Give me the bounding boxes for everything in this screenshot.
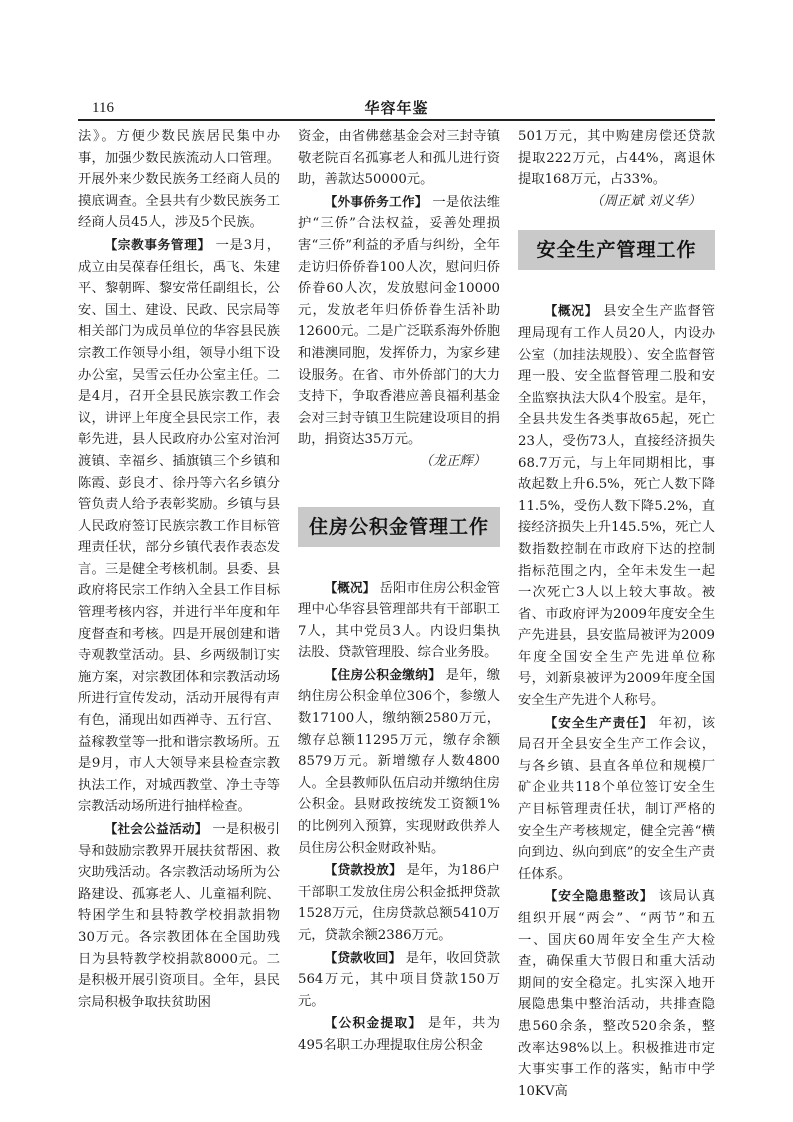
subheading: 【社会公益活动】 <box>104 821 208 836</box>
paragraph-text: 年初，该局召开全县安全生产工作会议，与各乡镇、县直各单位和规模厂矿企业共118个单位签订安全生产目标管理责任状，制订严格的安全生产考核规定，健全完善“横向到边、纵向到底”的安全生产责任体系。 <box>518 715 715 882</box>
column-1 <box>78 126 280 1013</box>
subheading: 【贷款投放】 <box>324 862 403 878</box>
subheading: 【外事侨务工作】 <box>324 193 428 209</box>
paragraph <box>518 885 715 1102</box>
paragraph-text: 是年，为186户干部职工发放住房公积金抵押贷款1528万元，住房贷款总额5410万元，贷款余额2386万元。 <box>298 863 500 943</box>
column-3 <box>518 126 715 1102</box>
paragraph <box>298 947 500 1013</box>
subheading: 【概况】 <box>324 579 376 595</box>
subheading: 【宗教事务管理】 <box>104 236 211 252</box>
paragraph-text: 岳阳市住房公积金管理中心华容县管理部共有干部职工7人，其中党员3人。内设归集执法股、贷款管理股、综合业务股。 <box>298 580 501 661</box>
paragraph: 501万元，其中购建房偿还贷款提取222万元，占44%，离退休提取168万元，占33%。 <box>518 129 715 188</box>
column-2 <box>298 126 500 1057</box>
author-signature: （龙正辉） <box>419 453 486 469</box>
paragraph-text: 县安全生产监督管理局现有工作人员20人，内设办公室（加挂法规股）、安全监督管理一股、安全监督管理二股和安全监察执法大队4个股室。是年，全县共发生各类事故65起，死亡23人，受伤73人，直接经济损失68.7万元，与上年同期相比，事故起数上升6.5%，死亡人数下降11.5%，受伤人数下降5.2%，直接经济损失上升145.5%，死亡人数指数控制在市政府下达的控制指标范围之内，全年未发生一起一次死亡3人以上较大事故。被省、市政府评为2009年度安全生产先进县，县安监局被评为2009年度全国安全生产先进单位称号，刘新泉被评为2009年度全国安全生产先进个人称号。 <box>518 304 715 709</box>
subheading: 【安全生产责任】 <box>544 714 654 730</box>
paragraph-text: 一是依法维护“三侨”合法权益，妥善处理损害“三侨”利益的矛盾与纠纷，全年走访归侨侨眷100人次，慰问归侨侨眷60人次，发放慰问金10000元，发放老年归侨侨眷生活补助12600元。二是广泛联系海外侨胞和港澳同胞，发挥侨力，为家乡建设服务。在省、市外侨部门的大力支持下，争取香港应善良福利基金会对三封寺镇卫生院建设项目的捐助，捐资达35万元。 <box>298 194 501 448</box>
paragraph <box>298 664 500 859</box>
paragraph: 法》。方便少数民族居民集中办事，加强少数民族流动人口管理。开展外来少数民族务工经商人员的摸底调查。全县共有少数民族务工经商人员45人，涉及5个民族。 <box>78 129 280 231</box>
paragraph <box>298 859 500 946</box>
paragraph <box>78 818 280 1013</box>
paragraph-text: 一是3月，成立由吴葆春任组长，禹飞、朱建平、黎朝晖、黎安常任副组长，公安、国土、建设、民政、民宗局等相关部门为成员单位的华容县民族宗教工作领导小组，领导小组下设办公室，吴雪云任办公室主任。二是4月，召开全县民族宗教工作会议，讲评上年度全县民宗工作，表彰先进，县人民政府办公室对治河渡镇、幸福乡、插旗镇三个乡镇和陈霞、彭良才、徐丹等六名乡镇分管负责人给予表彰奖励。乡镇与县人民政府签订民族宗教工作目标管理责任状，部分乡镇代表作表态发言。三是健全考核机制。县委、县政府将民宗工作纳入全县工作目标管理考核内容，并进行半年度和年度督查和考核。四是开展创建和谐寺观教堂活动。县、乡两级制订实施方案，对宗教团体和宗教活动场所进行宣传发动，活动开展得有声有色，涌现出如西禅寺、五行宫、益稼教堂等一批和谐宗教场所。五是9月，市人大领导来县检查宗教执法工作，对城西教堂、净土寺等宗教活动场所进行抽样检查。 <box>78 237 281 815</box>
subheading: 【概况】 <box>544 303 599 319</box>
paragraph: 资金，由省佛慈基金会对三封寺镇敬老院百名孤寡老人和孤儿进行资助，善款达50000元。 <box>298 129 500 188</box>
paragraph <box>518 712 715 886</box>
paragraph-text: 该局认真组织开展“两会”、“两节”和五一、国庆60周年安全生产大检查，确保重大节假日和重大活动期间的安全稳定。扎实深入地开展隐患集中整治活动，共排查隐患560余条，整改520余条，整改率达98%以上。积极推进市定大事实事工作的落实，鲇市中学10KV高 <box>518 889 715 1099</box>
paragraph-text: 一是积极引导和鼓励宗教界开展扶贫帮困、救灾助残活动。各宗教活动场所为公路建设、孤寡老人、儿童福利院、特困学生和县特教学校捐款捐物30万元。各宗教团体在全国助残日为县特教学校捐款8000元。二是积极开展引资项目。全年，县民宗局积极争取扶贫助困 <box>78 822 281 1010</box>
running-title: 华容年鉴 <box>364 99 429 117</box>
header-rule <box>78 119 715 121</box>
page-number: 116 <box>92 100 114 116</box>
paragraph <box>518 300 715 711</box>
paragraph <box>298 191 500 451</box>
paragraph-text: 是年，缴纳住房公积金单位306个，参缴人数17100人，缴纳额2580万元，缴存总额11295万元，缴存余额8579万元。新增缴存人数4800人。全县教师队伍启动并缴纳住房公积金。县财政按统发工资额1%的比例列入预算，实现财政供养人员住房公积金财政补贴。 <box>298 667 501 856</box>
subheading: 【住房公积金缴纳】 <box>324 666 442 682</box>
page-header <box>0 0 793 120</box>
paragraph-text: 是年，共为495名职工办理提取住房公积金 <box>298 1016 501 1053</box>
subheading: 【安全隐患整改】 <box>544 888 654 904</box>
section-title: 住房公积金管理工作 <box>298 507 500 547</box>
subheading: 【公积金提取】 <box>324 1015 423 1031</box>
section-title: 安全生产管理工作 <box>518 230 715 270</box>
paragraph <box>298 577 500 664</box>
paragraph-text: 是年，收回贷款564万元，其中项目贷款150万元。 <box>298 950 500 1009</box>
paragraph <box>298 1012 500 1056</box>
author-signature: （周正斌 刘义华） <box>590 193 701 209</box>
subheading: 【贷款收回】 <box>324 949 402 965</box>
paragraph <box>78 234 280 818</box>
